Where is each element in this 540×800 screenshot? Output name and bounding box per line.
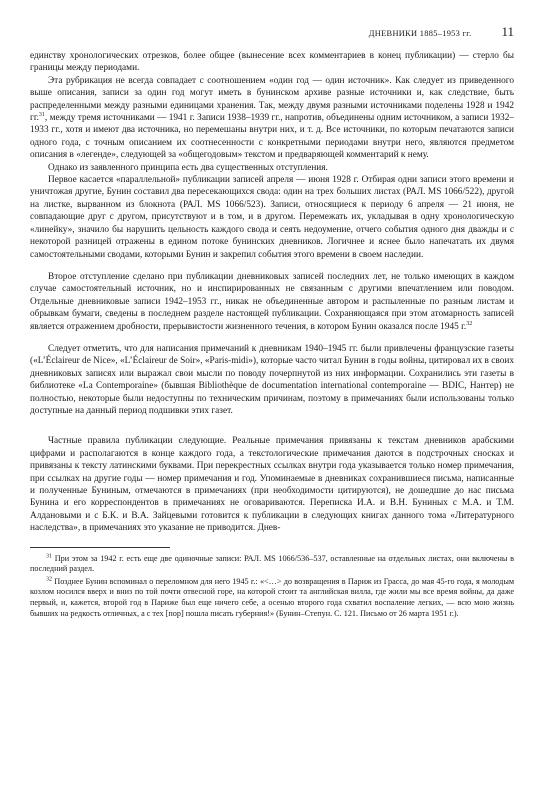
footnote-ref[interactable]: 31 (38, 111, 45, 118)
paragraph: Следует отметить, что для написания примечаний к дневникам 1940–1945 гг. были привлечены французские газеты («L’Éclaireur de Nice», «L’Éclaireur de Soir», «Paris-midi»), которые часто читал Бунин в годы войны, цитировал их в своих дневниковых записях или выражал свои мысли по поводу почерпнутой из них информации. Сохранились эти газеты в библиотеке «La Contemporaine» (бывшая Bibliothèque de documentation international contemporaine — BDIC, Нантер) не полностью, некоторые были недоступны по техническим причинам, поэтому в примечаниях были использованы только доступные на данный период подшивки этих газет. (30, 343, 514, 416)
footnotes (30, 554, 514, 620)
paragraph: Первое касается «параллельной» публикации записей апреля — июня 1928 г. Отбирая одни записи этого времени и уничтожая другие, Бунин составил два пересекающихся свода: один на трех больших листах (РАЛ. MS 1066/522), другой на листке, вырванном из блокнота (РАЛ. MS 1066/523). Записи, относящиеся к периоду 6 апреля — 21 июня, не совпадающие друг с другом, присутствуют и в том, и в другом. Перемежать их, укладывая в одну хронологическую «линейку», значило бы нарушить цельность каждого свода и сеять недоумение, отчего события одного дня дважды и с некоторой разницей отражены в едином потоке бунинских дневников. Логичнее и яснее было напечатать их двумя самостоятельными сводами, которыми Бунин и закрепил события этого времени в своем наследии. (30, 175, 514, 260)
paragraph: единству хронологических отрезков, более общее (вынесение всех комментариев в конец публикации) — стерло бы границы между периодами. (30, 51, 514, 74)
footnote: $^{31}$ При этом за 1942 г. есть еще две одиночные записи: РАЛ. MS 1066/536–537, оставленные на отдельных листах, они включены в последний раздел. (30, 552, 515, 574)
footnote-ref[interactable]: 32 (466, 320, 473, 327)
page-number: 11 (501, 24, 514, 39)
paragraph: Второе отступление сделано при публикации дневниковых записей последних лет, не только имеющих в каждом случае самостоятельный источник, но и инспирированных не связанным с другими впечатлением или поводом. Отдельные дневниковые записи 1942–1953 гг., никак не объединенные автором и распыленные по разным листам и обрывкам бумаги, сведены в последнем разделе настоящей публикации. Сохраняющаяся при этом атомарность записей является отражением дробности, прерывистости жизненного течения, в котором Бунин оказался после 1945 г.$^{32}$ (30, 271, 514, 332)
footnote-number: 32 (46, 576, 52, 583)
page-header (30, 24, 514, 46)
body-text (30, 50, 514, 535)
running-head: ДНЕВНИКИ 1885–1953 гг. (368, 29, 472, 38)
footnote: $^{32}$ Позднее Бунин вспоминал о переломном для него 1945 г.: «<…> до возвращения в Париж из Грасса, до мая 45-го года, я молодым козлом носился вверх и вниз по той почти отвесной горе, на которой стоит та английская вилла, где жили мы все время войны, да даже первый, и, кажется, второй год в Париже был еще ничего себе, а осенью второго года схватил воспаление легких, — всю мою жизнь бывших на редкость отличных, а с тех [пор] пошла писать губерния!» (Бунин–Степун. С. 121. Письмо от 26 марта 1951 г.). (30, 576, 515, 618)
footnote-number: 31 (46, 552, 52, 559)
paragraph: Частные правила публикации следующие. Реальные примечания привязаны к текстам дневников арабскими цифрами и располагаются в конце каждого года, а текстологические примечания даются в подстрочных сносках и привязаны к тексту латинскими буквами. При перекрестных ссылках внутри года указывается только номер примечания, при ссылках на другие годы — номер примечания и год. Упоминаемые в дневниках сохранившиеся письма, написанные и полученные Буниным, отмечаются в примечаниях (при необходимости цитируются), не дошедшие до нас письма Бунина и его корреспондентов в примечаниях не оговариваются. Переписка И.А. и В.Н. Буниных с М.А. и Т.М. Алдановыми и с Б.К. и В.А. Зайцевыми готовится к публикации в следующих книгах данного тома «Литературного наследства», в примечаниях это указание не приводится. Днев- (30, 436, 514, 534)
paragraph: Эта рубрикация не всегда совпадает с соотношением «один год — один источник». Как следует из приведенного выше описания, записи за один год могут иметь в бунинском архиве разные источники и, как следствие, быть распределенными между разными единицами хранения. Так, между двумя разными источниками поделены 1928 и 1942 гг.$^{31}$, между тремя источниками — 1941 г. Записи 1938–1939 гг., напротив, объединены одним источником, а записи 1932–1933 гг., хотя и имеют два источника, но перемешаны внутри них, и т. д. Все источники, по которым печатаются записи одного года, с точным описанием их соотнесенности с конкретными периодами внутри него, являются предметом описания в «легенде», следующей за «общегодовым» текстом и предваряющей комментарий к нему. (30, 75, 514, 161)
paragraph: Однако из заявленного принципа есть два существенных отступления. (48, 162, 328, 173)
footnote-divider (30, 547, 170, 548)
